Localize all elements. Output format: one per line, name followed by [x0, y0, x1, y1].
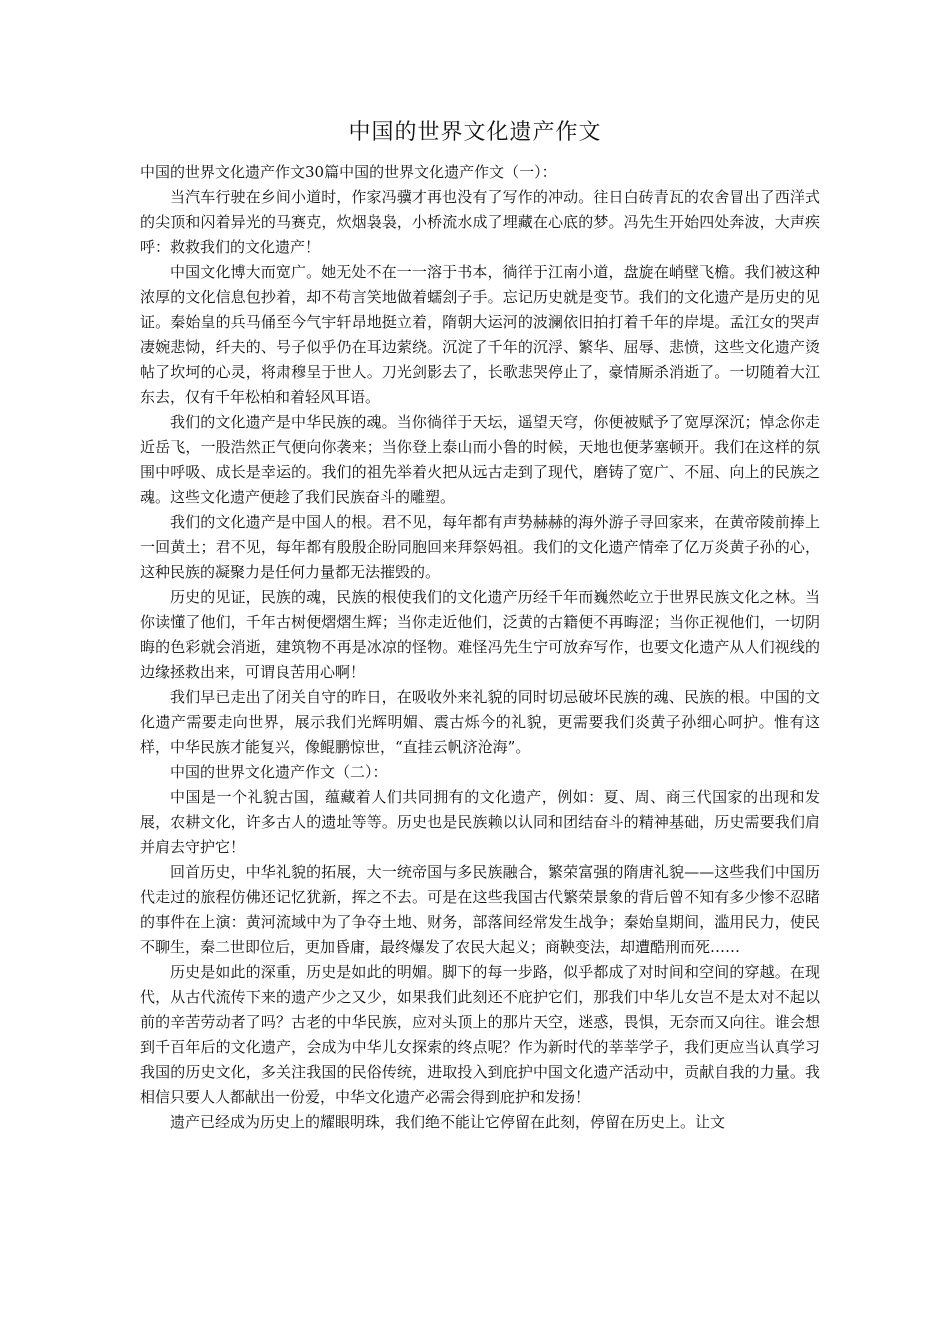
paragraph: 中国文化博大而宽广。她无处不在一一溶于书本，徜徉于江南小道，盘旋在峭壁飞檐。我们被这种浓厚的文化信息包抄着，却不苟言笑地做着蠕刽子手。忘记历史就是变节。我们的文化遗产是历史的见证。秦始皇的兵马俑至今气宇轩昂地挺立着，隋朝大运河的波澜依旧拍打着千年的岸堤。孟江女的哭声凄婉悲恸，纤夫的、号子似乎仍在耳边萦绕。沉淀了千年的沉浮、繁华、屈辱、悲愤，这些文化遗产烫帖了坎坷的心灵，将肃穆呈于世人。刀光剑影去了，长歌悲哭停止了，豪情厮杀消逝了。一切随着大江东去，仅有千年松柏和着轻风耳语。 — [140, 263, 820, 406]
document-body — [140, 160, 820, 1135]
paragraph: 回首历史，中华礼貌的拓展，大一统帝国与多民族融合，繁荣富强的隋唐礼貌——这些我们中国历代走过的旅程仿佛还记忆犹新，挥之不去。可是在这些我国古代繁荣景象的背后曾不知有多少惨不忍睹的事件在上演：黄河流域中为了争夺土地、财务，部落间经常发生战争；秦始皇期间，滥用民力，使民不聊生，秦二世即位后，更加昏庸，最终爆发了农民大起义；商鞅变法，却遭酷刑而死…… — [140, 863, 820, 956]
section-heading: 中国的世界文化遗产作文（二）： — [170, 763, 388, 781]
paragraph: 我们早已走出了闭关自守的昨日，在吸收外来礼貌的同时切忌破坏民族的魂、民族的根。中国的文化遗产需要走向世界，展示我们光辉明媚、震古烁今的礼貌，更需要我们炎黄子孙细心呵护。惟有这样，中华民族才能复兴，像鲲鹏惊世，“直挂云帆济沧海”。 — [140, 688, 820, 756]
paragraph: 历史的见证，民族的魂，民族的根使我们的文化遗产历经千年而巍然屹立于世界民族文化之林。当你读懂了他们，千年古树便熠熠生辉；当你走近他们，泛黄的古籍便不再晦涩；当你正视他们，一切阴晦的色彩就会消逝，建筑物不再是冰凉的怪物。难怪冯先生宁可放弃写作，也要文化遗产从人们视线的边缘拯救出来，可谓良苦用心啊！ — [140, 588, 820, 681]
paragraph: 我们的文化遗产是中国人的根。君不见，每年都有声势赫赫的海外游子寻回家来，在黄帝陵前捧上一回黄土；君不见，每年都有殷殷企盼同胞回来拜祭妈祖。我们的文化遗产情牵了亿万炎黄子孙的心，这种民族的凝聚力是任何力量都无法摧毁的。 — [140, 513, 820, 581]
paragraph: 中国是一个礼貌古国，蕴藏着人们共同拥有的文化遗产，例如：夏、周、商三代国家的出现和发展，农耕文化，许多古人的遗址等等。历史也是民族赖以认同和团结奋斗的精神基础，历史需要我们肩并肩去守护它！ — [140, 788, 820, 856]
paragraph: 我们的文化遗产是中华民族的魂。当你徜徉于天坛，遥望天穹，你便被赋予了宽厚深沉；悼念你走近岳飞，一股浩然正气便向你袭来；当你登上泰山而小鲁的时候，天地也便茅塞顿开。我们在这样的氛围中呼吸、成长是幸运的。我们的祖先举着火把从远古走到了现代，磨铸了宽广、不屈、向上的民族之魂。这些文化遗产便趁了我们民族奋斗的雕塑。 — [140, 413, 820, 506]
document-title: 中国的世界文化遗产作文 — [348, 120, 602, 145]
paragraph: 当汽车行驶在乡间小道时，作家冯骥才再也没有了写作的冲动。往日白砖青瓦的农舍冒出了西洋式的尖顶和闪着异光的马赛克，炊烟袅袅，小桥流水成了埋藏在心底的梦。冯先生开始四处奔波，大声疾呼：救救我们的文化遗产！ — [140, 188, 820, 256]
intro-line: 中国的世界文化遗产作文30篇中国的世界文化遗产作文（一）： — [140, 163, 557, 181]
paragraph: 遗产已经成为历史上的耀眼明珠，我们绝不能让它停留在此刻，停留在历史上。让文 — [170, 1113, 726, 1131]
paragraph: 历史是如此的深重，历史是如此的明媚。脚下的每一步路，似乎都成了对时间和空间的穿越。在现代，从古代流传下来的遗产少之又少，如果我们此刻还不庇护它们，那我们中华儿女岂不是太对不起以前的辛苦劳动者了吗？古老的中华民族，应对头顶上的那片天空，迷惑，畏惧，无奈而又向往。谁会想到千百年后的文化遗产，会成为中华儿女探索的终点呢？作为新时代的莘莘学子，我们更应当认真学习我国的历史文化，多关注我国的民俗传统，进取投入到庇护中国文化遗产活动中，贡献自我的力量。我相信只要人人都献出一份爱，中华文化遗产必需会得到庇护和发扬！ — [140, 963, 820, 1106]
